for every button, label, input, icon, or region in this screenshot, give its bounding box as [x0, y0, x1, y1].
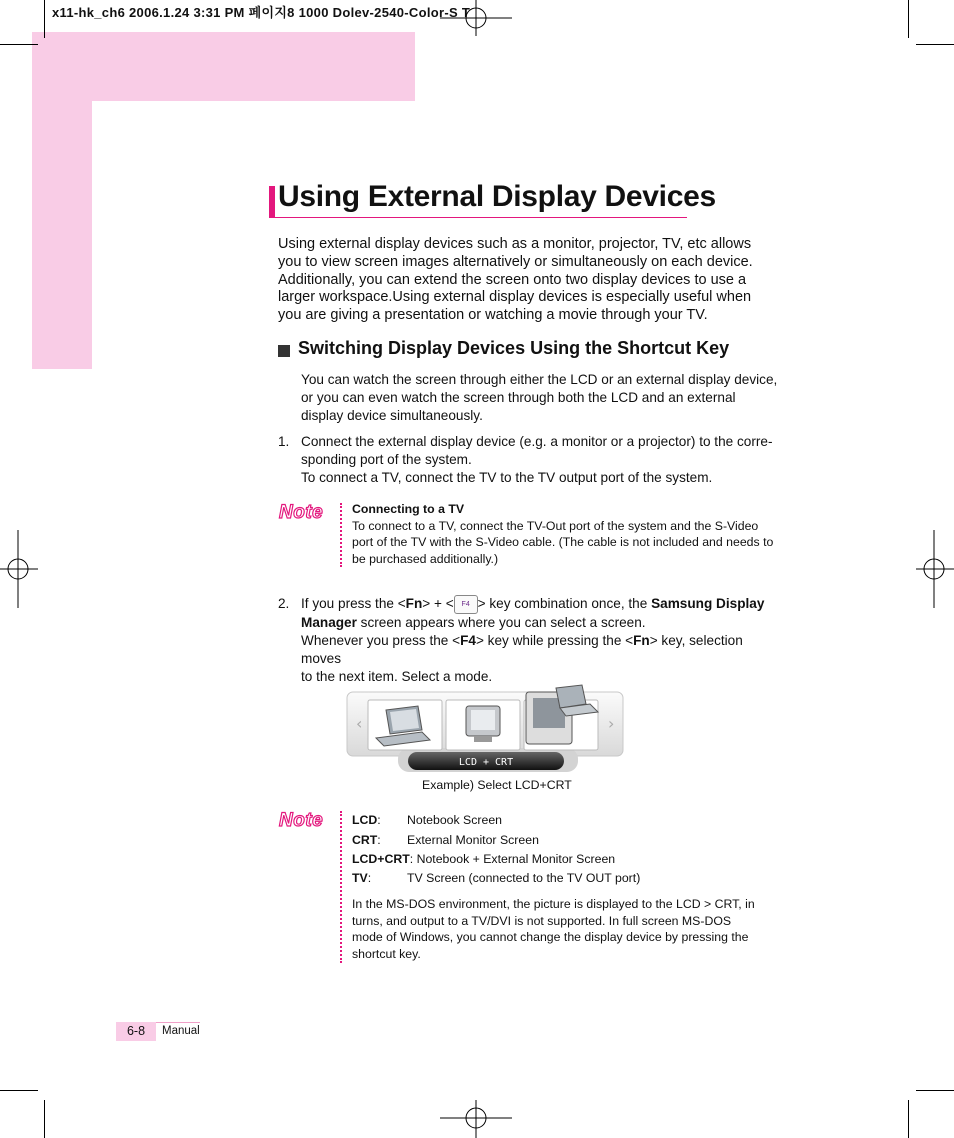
section-paragraph: You can watch the screen through either the LCD or an external display device, or you can even watch the screen through both the LCD and an external display device simultaneously. — [301, 372, 778, 423]
note-logo: Note — [279, 810, 324, 831]
note-dotted-divider — [340, 811, 342, 963]
app-name: Samsung Display — [651, 596, 765, 612]
note-2-body: In the MS-DOS environment, the picture is displayed to the LCD > CRT, in turns, and output to a TV/DVI is not supported. In full screen MS-DOS mode of Windows, you cannot change the display device by pressing the shortcut key. — [352, 897, 755, 961]
term: TV — [352, 871, 368, 885]
right-arrow-icon: › — [608, 714, 615, 733]
footer-label: Manual — [162, 1025, 200, 1037]
f4-key-label: F4 — [460, 633, 476, 648]
note-1-body: To connect to a TV, connect the TV-Out port of the system and the S-Video port of the TV with the S-Video cable. (The cable is not included and needs to be purchased additionally.) — [352, 518, 774, 566]
step-2-text-part: > + < — [422, 596, 454, 612]
page-number: 6-8 — [116, 1022, 156, 1041]
left-arrow-icon: ‹ — [356, 714, 363, 733]
note-1-content — [352, 501, 782, 567]
display-manager-panel — [346, 682, 624, 774]
note-dotted-divider — [340, 503, 342, 567]
note-2-item-lcd-value: Notebook Screen — [407, 813, 503, 827]
page-title: Using External Display Devices — [278, 180, 716, 213]
term-sep: : — [409, 852, 414, 866]
fn-key-label: Fn — [633, 633, 650, 648]
step-2-text-part: screen appears where you can select a screen. — [356, 615, 646, 630]
term: CRT — [352, 833, 378, 847]
note-2-item-crt-value: External Monitor Screen — [407, 833, 539, 847]
f4-key-icon: F4 — [454, 595, 478, 614]
note-2-item-tv-value: TV Screen (connected to the TV OUT port) — [407, 871, 641, 885]
step-2-number: 2. — [278, 596, 290, 611]
note-2-item-crt-key — [352, 833, 381, 847]
term: LCD — [352, 813, 378, 827]
step-1-line-2: sponding port of the system. — [301, 452, 472, 467]
note-logo: Note — [279, 502, 324, 523]
note-1-heading: Connecting to a TV — [352, 502, 465, 516]
selected-mode-label: LCD + CRT — [458, 757, 514, 768]
term-sep: : — [367, 871, 372, 885]
title-underline — [269, 217, 687, 218]
step-2-text-part: to the next item. Select a mode. — [301, 669, 493, 684]
figure-caption: Example) Select LCD+CRT — [422, 778, 572, 792]
step-2-text-part: Whenever you press the < — [301, 633, 461, 648]
fn-key-label: Fn — [405, 596, 423, 612]
term-value: Notebook + External Monitor Screen — [416, 852, 616, 866]
print-header: x11-hk_ch6 2006.1.24 3:31 PM 페이지8 1000 Dolev-2540-Color-S T — [52, 5, 471, 20]
note-2-item-tv-key — [352, 871, 371, 885]
step-1-line-3: To connect a TV, connect the TV to the TV output port of the system. — [301, 470, 713, 485]
title-accent-bar — [269, 186, 275, 218]
intro-paragraph: Using external display devices such as a monitor, projector, TV, etc allows you to view screen images alternatively or simultaneously on each device. Additionally, you can extend the screen onto two display devices to use a larger workspace.Using external display devices is especially useful when you are giving a presentation or watching a movie through your TV. — [278, 236, 753, 324]
section-heading: Switching Display Devices Using the Shortcut Key — [298, 338, 730, 358]
term: LCD+CRT — [352, 852, 410, 866]
step-1-number: 1. — [278, 434, 290, 449]
app-name-cont: Manager — [301, 615, 357, 630]
display-manager-graphic — [346, 682, 624, 774]
term-sep: : — [377, 813, 381, 827]
note-2-item-lcdcrt — [352, 852, 615, 866]
step-1-line-1: Connect the external display device (e.g. a monitor or a projector) to the corre- — [301, 434, 773, 449]
step-2-text-part: > key combination once, the — [477, 596, 652, 612]
step-2-text-part: > key, selection moves — [301, 633, 743, 666]
note-2-item-lcd-key — [352, 813, 381, 827]
section-bullet-icon — [278, 345, 290, 357]
term-sep: : — [377, 833, 381, 847]
step-2-text — [301, 595, 781, 686]
step-2-text-part: If you press the < — [301, 596, 406, 612]
step-2-text-part: > key while pressing the < — [475, 633, 634, 648]
